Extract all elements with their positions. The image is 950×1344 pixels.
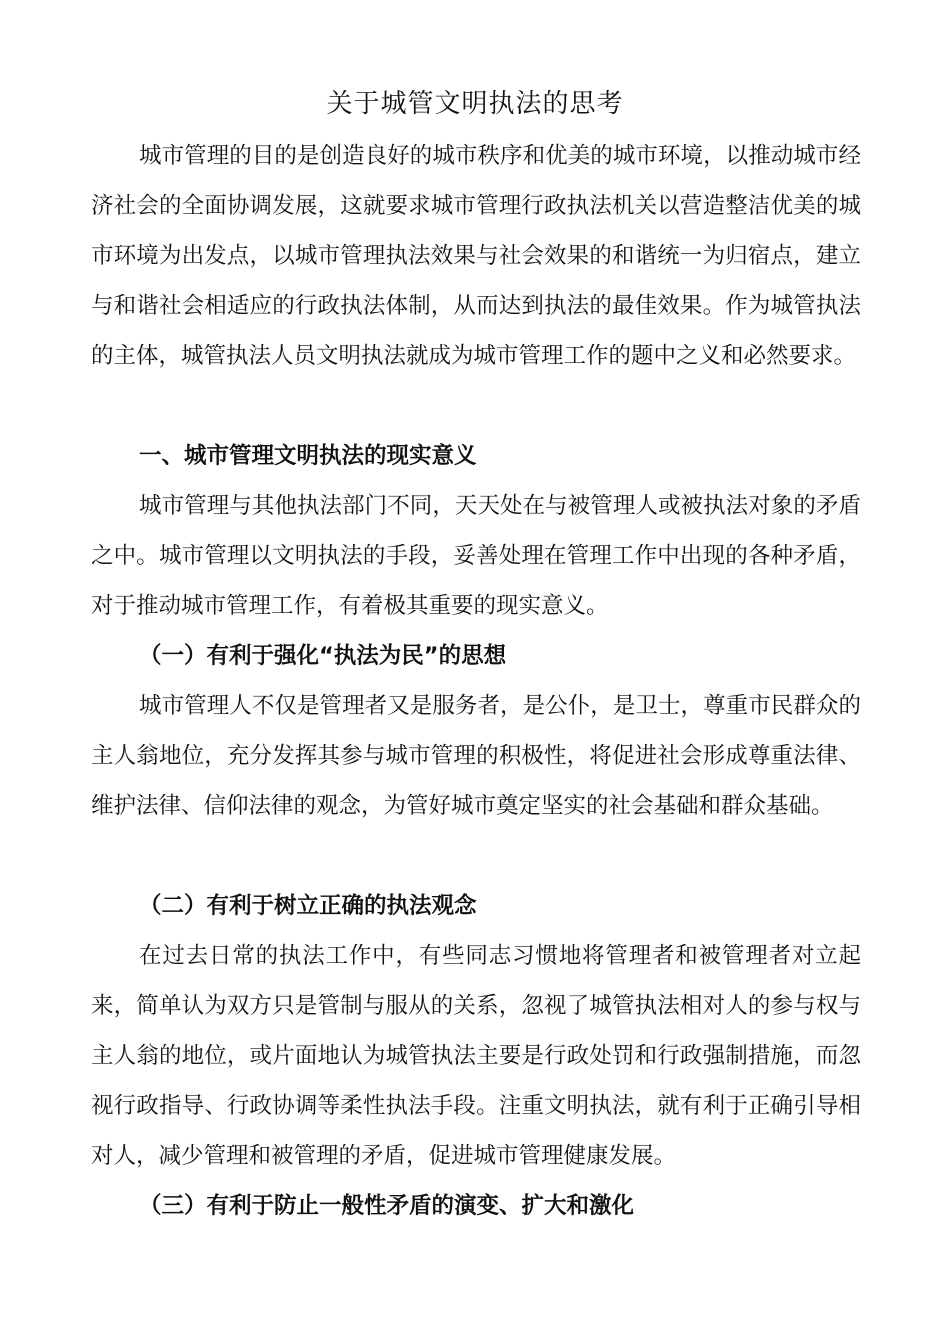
section-1-heading: 一、城市管理文明执法的现实意义 <box>139 443 477 469</box>
document-title: 关于城管文明执法的思考 <box>326 89 624 119</box>
subsection-2-heading: （二）有利于树立正确的执法观念 <box>139 893 477 919</box>
subsection-2-body-block <box>91 931 861 1181</box>
intro-paragraph-block <box>91 131 861 381</box>
subsection-1-body-block <box>91 681 861 831</box>
subsection-2-paragraph: 在过去日常的执法工作中，有些同志习惯地将管理者和被管理者对立起来，简单认为双方只是管制与服从的关系，忽视了城管执法相对人的参与权与主人翁的地位，或片面地认为城管执法主要是行政处罚和行政强制措施，而忽视行政指导、行政协调等柔性执法手段。注重文明执法，就有利于正确引导相对人，减少管理和被管理的矛盾，促进城市管理健康发展。 <box>91 943 861 1169</box>
subsection-1-paragraph: 城市管理人不仅是管理者又是服务者，是公仆，是卫士，尊重市民群众的主人翁地位，充分发挥其参与城市管理的积极性，将促进社会形成尊重法律、维护法律、信仰法律的观念，为管好城市奠定坚实的社会基础和群众基础。 <box>91 693 861 819</box>
subsection-1-heading: （一）有利于强化“执法为民”的思想 <box>139 643 507 669</box>
section-1-body-block <box>91 481 861 631</box>
section-1-paragraph: 城市管理与其他执法部门不同，天天处在与被管理人或被执法对象的矛盾之中。城市管理以文明执法的手段，妥善处理在管理工作中出现的各种矛盾，对于推动城市管理工作，有着极其重要的现实意义。 <box>91 493 861 619</box>
subsection-3-heading: （三）有利于防止一般性矛盾的演变、扩大和激化 <box>139 1193 635 1219</box>
intro-paragraph: 城市管理的目的是创造良好的城市秩序和优美的城市环境，以推动城市经济社会的全面协调发展，这就要求城市管理行政执法机关以营造整洁优美的城市环境为出发点，以城市管理执法效果与社会效果的和谐统一为归宿点，建立与和谐社会相适应的行政执法体制，从而达到执法的最佳效果。作为城管执法的主体，城管执法人员文明执法就成为城市管理工作的题中之义和必然要求。 <box>91 143 861 369</box>
